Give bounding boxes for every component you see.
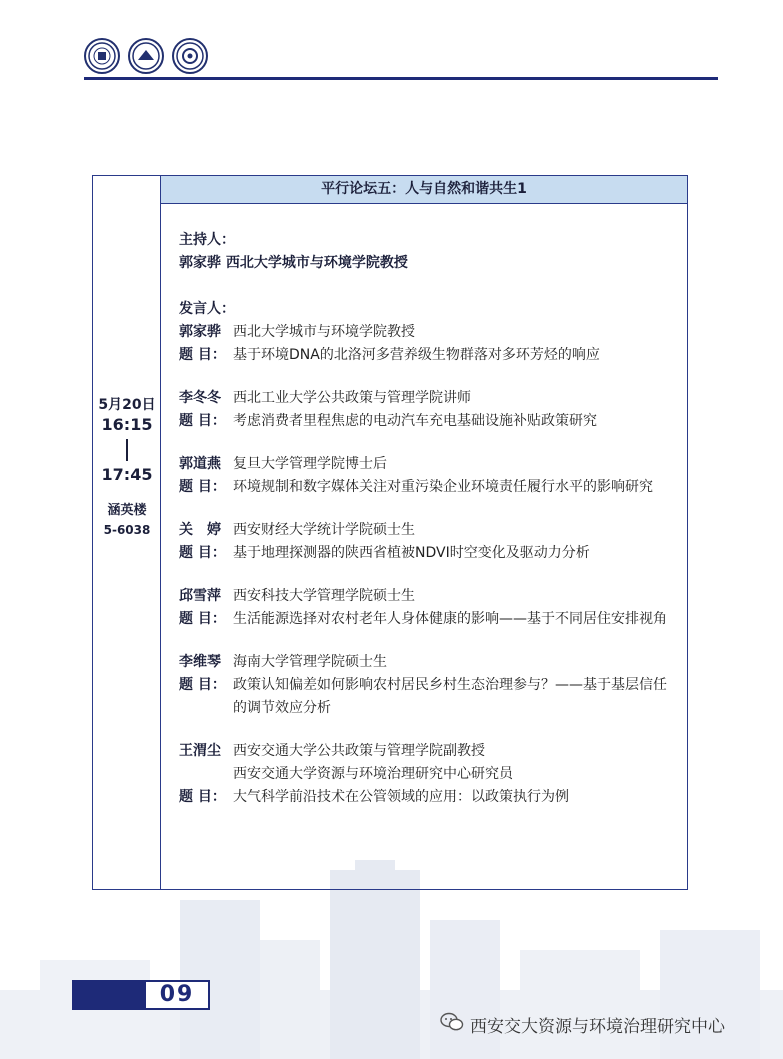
topic-label: 题 目： — [179, 611, 226, 627]
footer-brand — [440, 1012, 725, 1037]
forum-content — [179, 229, 679, 809]
topic-label: 题 目： — [179, 545, 226, 561]
speaker-affiliation: 西安财经大学统计学院硕士生 — [233, 522, 415, 538]
speaker-entry — [179, 519, 679, 565]
logo-row — [84, 38, 208, 74]
speaker-affiliation: 复旦大学管理学院博士后 — [233, 456, 387, 472]
speaker-affiliation: 西安交通大学公共政策与管理学院副教授 — [233, 743, 485, 759]
speaker-entry — [179, 651, 679, 720]
university-seal-icon — [128, 38, 164, 74]
speaker-affiliation-secondary: 西安交通大学资源与环境治理研究中心研究员 — [233, 766, 513, 782]
speaker-name: 邱雪萍 — [179, 588, 221, 604]
speaker-name: 郭道燕 — [179, 456, 221, 472]
header-rule — [84, 77, 718, 80]
topic-label: 题 目： — [179, 677, 226, 693]
topic-label: 题 目： — [179, 789, 226, 805]
page-number: 09 — [144, 980, 210, 1010]
page-number-bar — [72, 980, 144, 1010]
speaker-affiliation: 西安科技大学管理学院硕士生 — [233, 588, 415, 604]
time-separator — [126, 439, 128, 461]
speaker-name: 李冬冬 — [179, 390, 221, 406]
time-column — [93, 176, 161, 889]
speaker-name: 李维琴 — [179, 654, 221, 670]
speaker-entry — [179, 453, 679, 499]
session-start: 16:15 — [101, 415, 153, 434]
speaker-topic: 环境规制和数字媒体关注对重污染企业环境责任履行水平的影响研究 — [233, 479, 653, 495]
topic-label: 题 目： — [179, 413, 226, 429]
speaker-name: 关 婷 — [179, 522, 221, 538]
session-venue: 涵英楼 — [107, 503, 147, 518]
speaker-affiliation: 西北工业大学公共政策与管理学院讲师 — [233, 390, 471, 406]
speaker-entry — [179, 387, 679, 433]
session-room: 5-6038 — [103, 523, 151, 537]
wechat-icon — [440, 1012, 464, 1037]
topic-label: 题 目： — [179, 479, 226, 495]
university-seal-icon — [172, 38, 208, 74]
speaker-entry — [179, 321, 679, 367]
speaker-affiliation: 海南大学管理学院硕士生 — [233, 654, 387, 670]
speaker-topic: 基于环境DNA的北洛河多营养级生物群落对多环芳烃的响应 — [233, 347, 600, 363]
speaker-name: 郭家骅 — [179, 324, 221, 340]
speaker-entry — [179, 740, 679, 809]
speaker-topic: 基于地理探测器的陕西省植被NDVI时空变化及驱动力分析 — [233, 545, 590, 561]
speaker-topic: 考虑消费者里程焦虑的电动汽车充电基础设施补贴政策研究 — [233, 413, 597, 429]
speaker-entry — [179, 585, 679, 631]
session-end: 17:45 — [101, 465, 153, 484]
host-label: 主持人： — [179, 232, 235, 248]
speaker-affiliation: 西北大学城市与环境学院教授 — [233, 324, 415, 340]
speaker-topic: 生活能源选择对农村老年人身体健康的影响——基于不同居住安排视角 — [233, 611, 667, 627]
topic-label: 题 目： — [179, 347, 226, 363]
university-seal-icon — [84, 38, 120, 74]
forum-schedule-box — [92, 175, 688, 890]
time-block — [93, 396, 161, 538]
speaker-topic: 大气科学前沿技术在公管领域的应用：以政策执行为例 — [233, 789, 569, 805]
forum-title: 平行论坛五：人与自然和谐共生1 — [161, 176, 687, 204]
speaker-topic: 政策认知偏差如何影响农村居民乡村生态治理参与？——基于基层信任的调节效应分析 — [233, 677, 667, 716]
footer-brand-text: 西安交大资源与环境治理研究中心 — [470, 1017, 725, 1037]
host-line: 郭家骅 西北大学城市与环境学院教授 — [179, 255, 408, 271]
session-date: 5月20日 — [98, 397, 156, 413]
speakers-label: 发言人： — [179, 301, 235, 317]
speaker-name: 王渭尘 — [179, 743, 221, 759]
